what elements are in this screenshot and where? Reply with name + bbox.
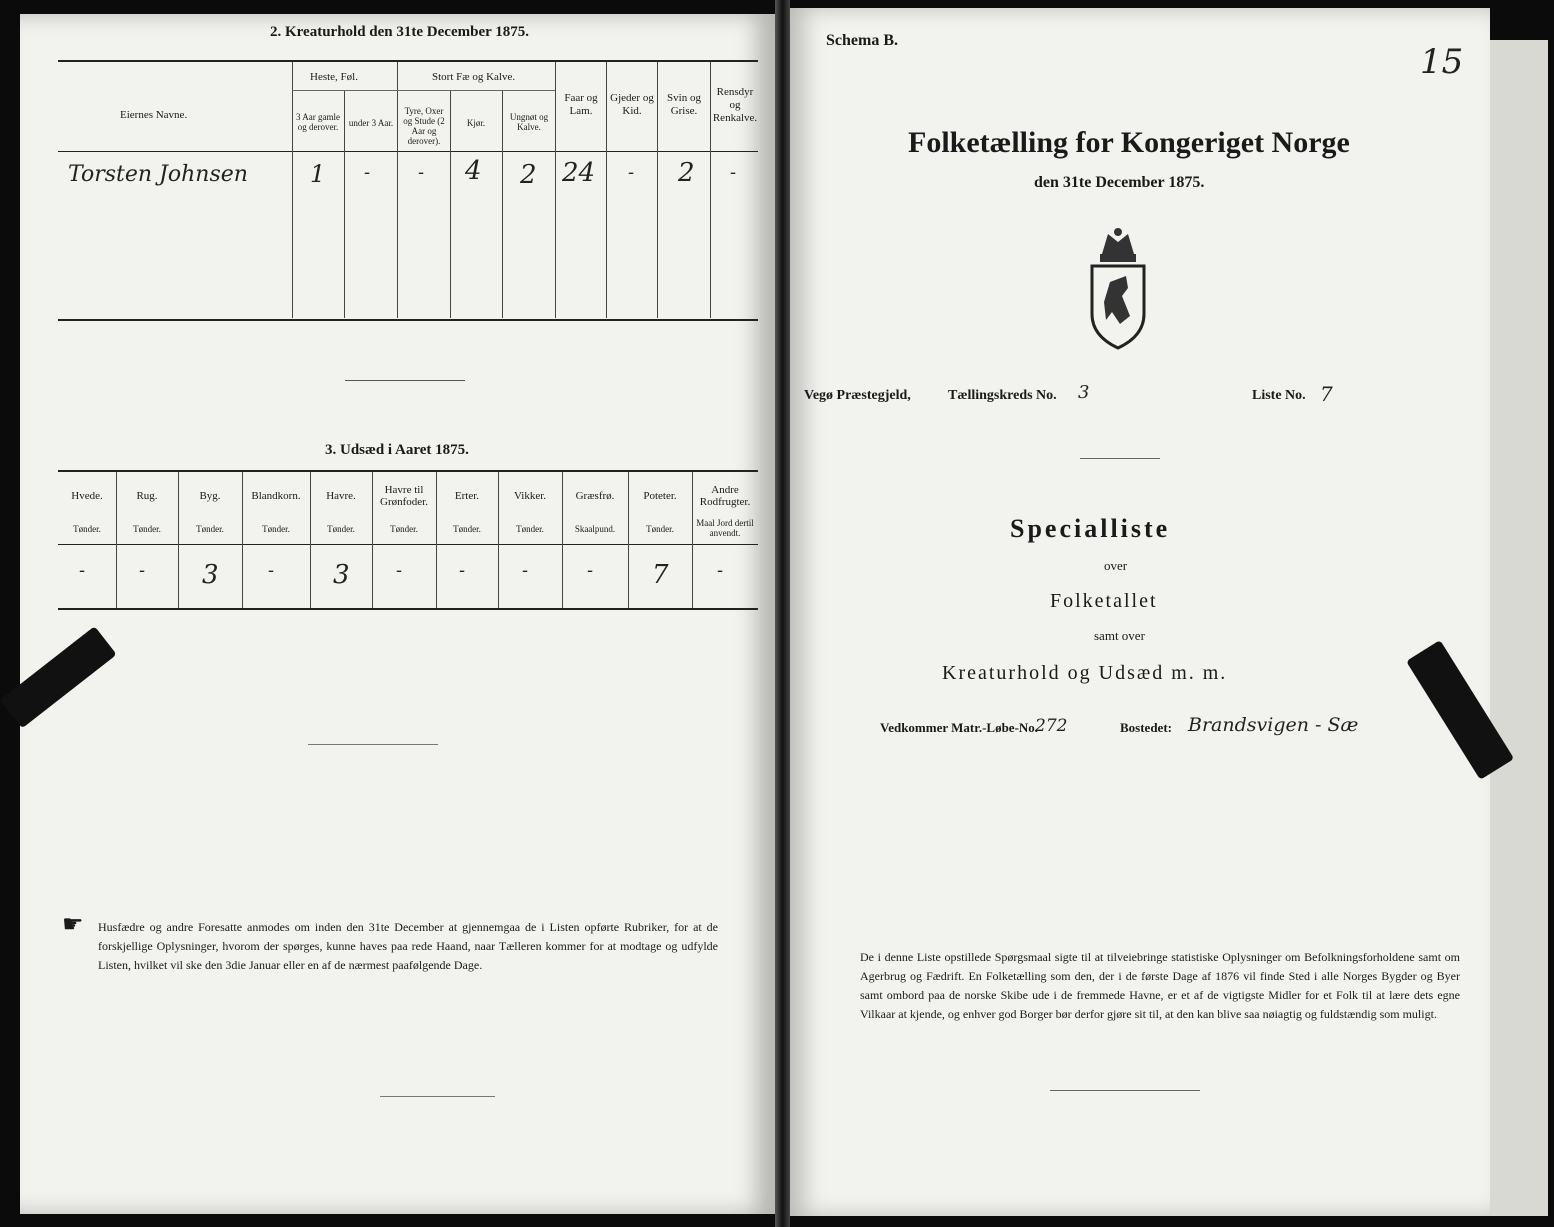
reindeer-value: - <box>730 162 737 183</box>
seed-value-2: 3 <box>202 560 219 590</box>
seed-header-8: Græsfrø. <box>575 490 615 502</box>
seed-unit-2: Tønder. <box>196 524 224 534</box>
cattle-young-value: 2 <box>520 160 537 190</box>
horses-young-value: - <box>364 162 371 183</box>
seed-unit-7: Tønder. <box>516 524 544 534</box>
seed-value-9: 7 <box>652 560 669 590</box>
seed-header-7: Vikker. <box>513 490 547 502</box>
reindeer-header: Rensdyr og Renkalve. <box>712 86 758 124</box>
over-label: over <box>1104 558 1128 573</box>
seed-header-1: Rug. <box>136 490 158 502</box>
table-top-rule <box>58 60 758 62</box>
owner-header: Eiernes Navne. <box>120 109 188 121</box>
pigs-value: 2 <box>678 158 695 188</box>
pigs-header: Svin og Grise. <box>667 92 701 117</box>
horses-header: Heste, Føl. <box>310 71 358 83</box>
seed-unit-8: Skaalpund. <box>574 524 616 534</box>
seed-header-10: Andre Rodfrugter. <box>699 484 751 508</box>
table-bottom-rule <box>58 319 758 321</box>
footer-text: De i denne Liste opstillede Spørgsmaal sigte til at tilveiebringe statistiske Oplysninger om Befolkningsforholdene samt om Agerbrug og Fædrift. En Folketælling som den, der i de første Dage af 1876 vil finde Sted i alle Norges Bygder og Byer samt ombord paa de norske Skibe ude i de fremmede Havne, er et af de vigtigste Midler for et Folk til at lære dets egne Vilkaar at kjende, og enhver god Borger bør derfor gjøre sit til, at den kan blive saa nøiagtig og fuldstændig som muligt. <box>860 950 1460 1021</box>
seed-unit-9: Tønder. <box>646 524 674 534</box>
next-page-edge <box>1490 40 1548 1216</box>
cattle-cows-value: 4 <box>465 156 482 186</box>
parish-label: Vegø Præstegjeld, <box>804 388 911 403</box>
section3-title: 3. Udsæd i Aaret 1875. <box>325 442 469 458</box>
seed-value-1: - <box>139 560 146 581</box>
horses-old-value: 1 <box>310 160 326 188</box>
coat-of-arms-icon <box>1082 224 1154 350</box>
seed-unit-6: Tønder. <box>453 524 481 534</box>
seed-header-0: Hvede. <box>71 490 103 502</box>
seed-value-7: - <box>522 560 529 581</box>
samt-over-label: samt over <box>1094 628 1145 643</box>
matr-label: Vedkommer Matr.-Løbe-No. <box>880 720 1039 735</box>
cattle-bulls-value: - <box>418 162 425 183</box>
seed-header-4: Havre. <box>326 490 356 502</box>
main-title: Folketælling for Kongeriget Norge <box>908 126 1350 159</box>
kreaturhold-label: Kreaturhold og Udsæd m. m. <box>942 662 1228 684</box>
cattle-header: Stort Fæ og Kalve. <box>432 71 516 83</box>
seed-unit-5: Tønder. <box>390 524 418 534</box>
seed-unit-0: Tønder. <box>73 524 101 534</box>
seed-header-6: Erter. <box>454 490 480 502</box>
bosted-value: Brandsvigen - Sæ <box>1188 714 1359 736</box>
seed-value-3: - <box>268 560 275 581</box>
owner-name: Torsten Johnsen <box>68 162 248 187</box>
list-label: Liste No. <box>1252 388 1306 403</box>
date-line: den 31te December 1875. <box>1034 174 1205 191</box>
schema-label: Schema B. <box>826 32 898 49</box>
special-title: Specialliste <box>1010 514 1171 543</box>
header-rule <box>58 151 758 152</box>
goats-header: Gjeder og Kid. <box>610 92 654 117</box>
right-page <box>790 8 1490 1216</box>
cattle-bulls-header: Tyre, Oxer og Stude (2 Aar og derover). <box>403 106 445 146</box>
seed-header-3: Blandkorn. <box>251 490 301 502</box>
seed-value-0: - <box>79 560 86 581</box>
folketallet-label: Folketallet <box>1050 590 1158 612</box>
seed-table-top <box>58 470 758 472</box>
section2-title: 2. Kreaturhold den 31te December 1875. <box>270 24 529 40</box>
goats-value: - <box>628 162 635 183</box>
seed-header-5: Havre til Grønfoder. <box>380 484 428 508</box>
list-value: 7 <box>1320 382 1333 406</box>
seed-value-5: - <box>396 560 403 581</box>
horses-old-header: 3 Aar gamle og derover. <box>296 112 340 132</box>
seed-header-2: Byg. <box>199 490 221 502</box>
district-value: 3 <box>1078 382 1090 403</box>
book-gutter <box>775 0 790 1227</box>
pointing-hand-icon: ☛ <box>62 912 84 938</box>
left-page <box>20 14 775 1214</box>
seed-value-8: - <box>587 560 594 581</box>
seed-header-9: Poteter. <box>643 490 677 502</box>
bosted-label: Bostedet: <box>1120 720 1172 735</box>
cattle-young-header: Ungnøt og Kalve. <box>509 112 549 132</box>
seed-header-rule <box>58 544 758 545</box>
seed-unit-10: Maal Jord dertil anvendt. <box>696 518 754 538</box>
seed-value-10: - <box>717 560 724 581</box>
district-label: Tællingskreds No. <box>948 388 1057 403</box>
page-number: 15 <box>1420 42 1464 82</box>
horses-young-header: under 3 Aar. <box>348 118 394 128</box>
sheep-header: Faar og Lam. <box>564 92 598 117</box>
seed-unit-1: Tønder. <box>133 524 161 534</box>
divider <box>345 380 465 381</box>
seed-table-bottom <box>58 608 758 610</box>
notice-text: Husfædre og andre Foresatte anmodes om inden den 31te December at gjennemgaa de i Listen opførte Rubriker, for at de forskjellige Oplysninger, hvorom der spørges, kunne haves paa rede Haand, naar Tælleren kommer for at modtage og udfylde Listen, hvilket vil ske den 3die Januar eller en af de nærmest paafølgende Dage. <box>98 920 718 972</box>
matr-value: 272 <box>1035 716 1068 736</box>
seed-unit-4: Tønder. <box>327 524 355 534</box>
seed-unit-3: Tønder. <box>262 524 290 534</box>
seed-value-4: 3 <box>333 560 350 590</box>
cattle-cows-header: Kjør. <box>466 118 486 128</box>
sheep-value: 24 <box>562 158 596 188</box>
seed-value-6: - <box>459 560 466 581</box>
